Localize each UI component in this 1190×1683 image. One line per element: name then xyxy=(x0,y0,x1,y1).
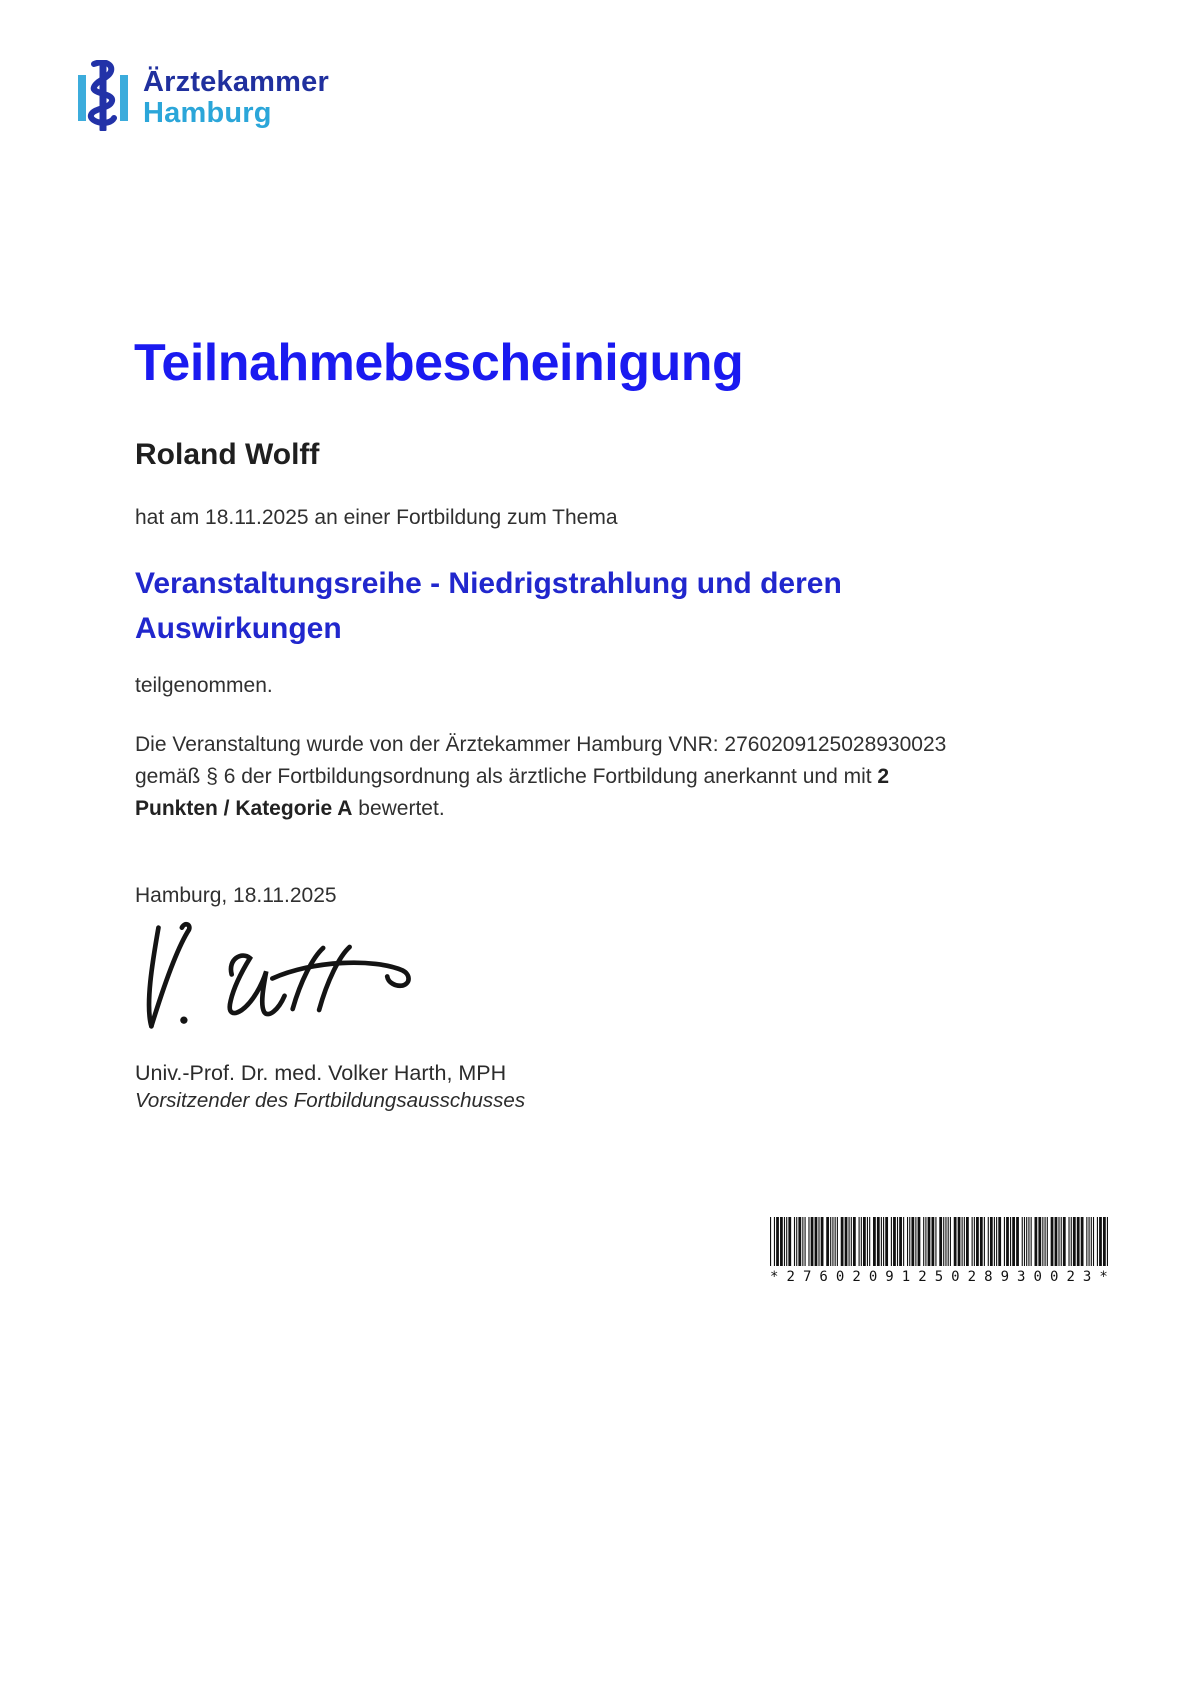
barcode-char: 7 xyxy=(802,1269,812,1285)
barcode-char: 0 xyxy=(1033,1269,1042,1285)
barcode-char: 2 xyxy=(1066,1269,1075,1285)
barcode-char: 2 xyxy=(918,1269,927,1285)
barcode-char: 0 xyxy=(951,1269,960,1285)
signer-name: Univ.-Prof. Dr. med. Volker Harth, MPH xyxy=(135,1061,507,1085)
barcode-char: 0 xyxy=(835,1269,845,1285)
recipient-name: Roland Wolff xyxy=(135,438,320,471)
barcode-char: 2 xyxy=(852,1269,861,1285)
barcode-char: 2 xyxy=(967,1269,977,1285)
recognition-text-post: bewertet. xyxy=(352,797,445,820)
recognition-points-bold: 2 Punkten / Kategorie A xyxy=(135,765,890,820)
barcode-char: 9 xyxy=(1000,1269,1009,1285)
recognition-paragraph xyxy=(135,729,955,825)
participation-line: teilgenommen. xyxy=(135,674,273,697)
aesculapius-staff-icon xyxy=(78,60,128,136)
place-date: Hamburg, 18.11.2025 xyxy=(135,884,337,907)
barcode-char: 0 xyxy=(868,1269,878,1285)
signer-role: Vorsitzender des Fortbildungsausschusses xyxy=(135,1089,526,1112)
barcode xyxy=(770,1217,1108,1285)
barcode-char: 1 xyxy=(901,1269,911,1285)
barcode-text xyxy=(770,1269,1108,1285)
certificate-title: Teilnahmebescheinigung xyxy=(134,334,744,392)
course-title: Veranstaltungsreihe - Niedrigstrahlung und deren Auswirkungen xyxy=(135,567,842,645)
barcode-char: 3 xyxy=(1082,1269,1092,1285)
logo-text xyxy=(143,67,329,128)
brand-logo xyxy=(78,60,329,136)
barcode-char: 8 xyxy=(984,1269,993,1285)
barcode-char: 3 xyxy=(1017,1269,1026,1285)
recognition-text-pre: Die Veranstaltung wurde von der Ärztekammer Hamburg VNR: 2760209125028930023 gemäß § 6 der Fortbildungsordnung als ärztliche Fortbildung anerkannt und mit xyxy=(135,733,947,788)
barcode-bars xyxy=(770,1217,1108,1266)
barcode-char: 6 xyxy=(819,1269,828,1285)
intro-line: hat am 18.11.2025 an einer Fortbildung zum Thema xyxy=(135,506,618,529)
barcode-char: 9 xyxy=(885,1269,894,1285)
barcode-char: 5 xyxy=(934,1269,944,1285)
barcode-char: 0 xyxy=(1049,1269,1059,1285)
barcode-char: * xyxy=(770,1269,779,1285)
signature-image xyxy=(130,912,435,1047)
logo-text-line2: Hamburg xyxy=(143,97,272,129)
barcode-char: 2 xyxy=(786,1269,795,1285)
barcode-char: * xyxy=(1099,1269,1108,1285)
logo-text-line1: Ärztekammer xyxy=(143,66,329,99)
